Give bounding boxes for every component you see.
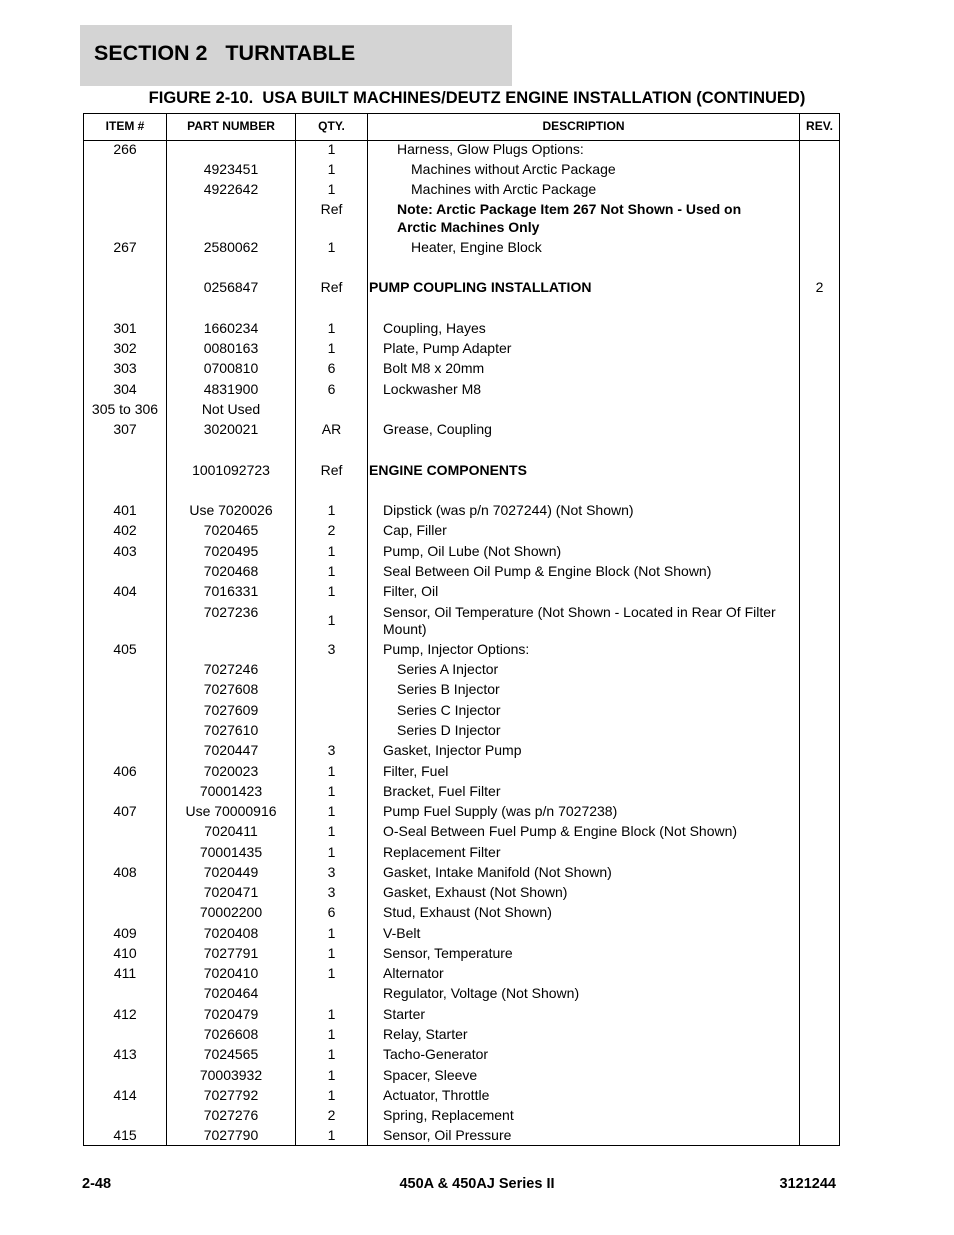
description-line: Filter, Oil	[383, 583, 439, 599]
description-line: Relay, Starter	[383, 1026, 468, 1042]
quantity: Ref	[320, 462, 343, 478]
part-number: 1001092723	[192, 462, 270, 478]
description	[369, 823, 808, 840]
description-line: Machines with Arctic Package	[411, 181, 597, 197]
part-number: 7020465	[203, 522, 259, 538]
part-number: 4922642	[203, 181, 259, 197]
part-number: 7020468	[203, 563, 259, 579]
table-row	[84, 502, 839, 520]
description	[369, 320, 808, 337]
item-number: 414	[113, 1087, 137, 1103]
quantity: 1	[327, 844, 336, 860]
part-number: 7020408	[203, 925, 259, 941]
item-number: 412	[113, 1006, 137, 1022]
part-number: 0080163	[203, 340, 259, 356]
description-line: Starter	[383, 1006, 426, 1022]
part-number: 7027791	[203, 945, 259, 961]
description	[369, 279, 794, 296]
description	[369, 884, 808, 901]
table-row	[84, 141, 839, 159]
quantity: Ref	[320, 201, 343, 217]
part-number: 7027610	[203, 722, 259, 738]
description-line: Grease, Coupling	[383, 421, 492, 437]
item-number: 406	[113, 763, 137, 779]
description	[369, 1067, 808, 1084]
description	[369, 181, 836, 198]
part-number: 7020447	[203, 742, 259, 758]
description	[369, 141, 822, 158]
table-row	[84, 965, 839, 983]
item-number: 411	[113, 965, 137, 981]
description	[369, 563, 808, 580]
description-line: Note: Arctic Package Item 267 Not Shown - Used on	[397, 201, 742, 217]
table-row	[84, 543, 839, 561]
item-number: 413	[113, 1046, 137, 1062]
description	[369, 945, 808, 962]
item-number: 302	[113, 340, 137, 356]
description	[369, 161, 836, 178]
item-number: 415	[113, 1127, 137, 1143]
description-line: V-Belt	[383, 925, 421, 941]
item-number: 402	[113, 522, 137, 538]
quantity: 1	[327, 239, 336, 255]
part-number: Use 70000916	[185, 803, 277, 819]
description	[369, 502, 808, 519]
part-number: 7027792	[203, 1087, 259, 1103]
description	[369, 201, 822, 236]
table-row	[84, 340, 839, 358]
revision: 2	[815, 279, 824, 295]
description-line: Gasket, Intake Manifold (Not Shown)	[383, 864, 612, 880]
table-row	[84, 1026, 839, 1044]
description	[369, 763, 808, 780]
table-row	[84, 522, 839, 540]
description	[369, 702, 822, 719]
quantity: 1	[327, 1127, 336, 1143]
quantity: 1	[327, 823, 336, 839]
part-number: 7027609	[203, 702, 259, 718]
part-number: 7027608	[203, 681, 259, 697]
part-number: 3020021	[203, 421, 259, 437]
description-line: Coupling, Hayes	[383, 320, 486, 336]
table-row	[84, 641, 839, 659]
table-row	[84, 279, 839, 297]
description	[369, 1006, 808, 1023]
description	[369, 604, 808, 638]
description	[369, 1046, 808, 1063]
quantity: 6	[327, 904, 336, 920]
table-row	[84, 661, 839, 679]
description-line: Heater, Engine Block	[411, 239, 542, 255]
part-number: 7027790	[203, 1127, 259, 1143]
quantity: 1	[327, 783, 336, 799]
table-row	[84, 681, 839, 699]
description-line: Replacement Filter	[383, 844, 501, 860]
description	[369, 1026, 808, 1043]
item-number: 301	[113, 320, 137, 336]
item-number: 304	[113, 381, 137, 397]
description-line: Bolt M8 x 20mm	[383, 360, 485, 376]
description-line: Pump Fuel Supply (was p/n 7027238)	[383, 803, 618, 819]
table-row	[84, 722, 839, 740]
section-title: SECTION 2 TURNTABLE	[94, 41, 356, 65]
description	[369, 1127, 808, 1144]
quantity: 1	[327, 925, 336, 941]
quantity: 3	[327, 864, 336, 880]
description-line: Sensor, Oil Temperature (Not Shown - Located in Rear Of Filter	[383, 604, 776, 620]
table-row	[84, 945, 839, 963]
item-number: 305 to 306	[91, 401, 159, 417]
part-number: 7016331	[203, 583, 259, 599]
part-number: 7020023	[203, 763, 259, 779]
table-row	[84, 1006, 839, 1024]
quantity: 1	[327, 803, 336, 819]
quantity: 1	[327, 563, 336, 579]
description	[369, 543, 808, 560]
table-row	[84, 462, 839, 480]
table-row	[84, 201, 839, 237]
quantity: 1	[327, 1087, 336, 1103]
quantity: 2	[327, 522, 336, 538]
item-number: 267	[113, 239, 137, 255]
description	[369, 783, 808, 800]
part-number: 7020479	[203, 1006, 259, 1022]
part-number: 7024565	[203, 1046, 259, 1062]
quantity: AR	[321, 421, 342, 437]
part-number: Not Used	[201, 401, 261, 417]
description-line: Lockwasher M8	[383, 381, 482, 397]
quantity: 1	[327, 340, 336, 356]
description	[369, 844, 808, 861]
part-number: 7020471	[203, 884, 259, 900]
document-number: 3121244	[779, 1176, 836, 1192]
description	[369, 583, 808, 600]
description-line: Plate, Pump Adapter	[383, 340, 512, 356]
quantity: 3	[327, 742, 336, 758]
quantity: 6	[327, 381, 336, 397]
description	[369, 239, 836, 256]
item-number: 404	[113, 583, 137, 599]
part-number: Use 7020026	[189, 502, 273, 518]
description-line: Arctic Machines Only	[397, 219, 540, 235]
table-row	[84, 884, 839, 902]
item-number: 405	[113, 641, 137, 657]
item-number: 410	[113, 945, 137, 961]
part-number: 2580062	[203, 239, 259, 255]
description-line: Stud, Exhaust (Not Shown)	[383, 904, 552, 920]
item-number: 407	[113, 803, 137, 819]
table-row	[84, 421, 839, 439]
quantity: 1	[327, 141, 336, 157]
item-number: 303	[113, 360, 137, 376]
table-row	[84, 844, 839, 862]
item-number: 409	[113, 925, 137, 941]
description-line: Seal Between Oil Pump & Engine Block (Not Shown)	[383, 563, 712, 579]
description	[369, 360, 808, 377]
description-line: Series A Injector	[397, 661, 499, 677]
description	[369, 904, 808, 921]
part-number: 7020464	[203, 985, 259, 1001]
description-line: Tacho-Generator	[383, 1046, 489, 1062]
description	[369, 522, 808, 539]
description-line: Sensor, Oil Pressure	[383, 1127, 512, 1143]
description-line: Filter, Fuel	[383, 763, 449, 779]
description	[369, 1107, 808, 1124]
page-number: 2-48	[82, 1176, 112, 1192]
description	[369, 925, 808, 942]
description-line: Gasket, Exhaust (Not Shown)	[383, 884, 568, 900]
part-number: 4831900	[203, 381, 259, 397]
table-row	[84, 563, 839, 581]
description-line: Harness, Glow Plugs Options:	[397, 141, 584, 157]
quantity: 1	[327, 965, 336, 981]
table-row	[84, 904, 839, 922]
table-row	[84, 803, 839, 821]
table-row	[84, 702, 839, 720]
description	[369, 722, 822, 739]
quantity: 1	[327, 181, 336, 197]
description-line: Spring, Replacement	[383, 1107, 514, 1123]
quantity: 2	[327, 1107, 336, 1123]
description	[369, 462, 794, 479]
description-line: Series D Injector	[397, 722, 501, 738]
item-number: 403	[113, 543, 137, 559]
description	[369, 965, 808, 982]
quantity: 1	[327, 583, 336, 599]
item-number: 266	[113, 141, 137, 157]
table-row	[84, 985, 839, 1003]
table-row	[84, 1107, 839, 1125]
description	[369, 681, 822, 698]
quantity: 1	[327, 1026, 336, 1042]
part-number: 7026608	[203, 1026, 259, 1042]
table-row	[84, 1067, 839, 1085]
table-row	[84, 360, 839, 378]
item-number: 401	[113, 502, 137, 518]
description	[369, 1087, 808, 1104]
part-number: 7020449	[203, 864, 259, 880]
description	[369, 421, 808, 438]
column-header-rev: REV.	[806, 119, 833, 133]
table-row	[84, 583, 839, 601]
part-number: 7020411	[204, 823, 258, 839]
quantity: 3	[327, 641, 336, 657]
quantity: 1	[327, 502, 336, 518]
table-row	[84, 1046, 839, 1064]
description-line: Series B Injector	[397, 681, 500, 697]
description	[369, 381, 808, 398]
item-number: 307	[113, 421, 137, 437]
part-number: 70002200	[199, 904, 263, 920]
quantity: 1	[327, 945, 336, 961]
part-number: 70001423	[199, 783, 263, 799]
quantity: 1	[327, 612, 336, 628]
description	[369, 661, 822, 678]
description-line: Regulator, Voltage (Not Shown)	[383, 985, 580, 1001]
table-row	[84, 604, 839, 640]
table-row	[84, 864, 839, 882]
table-row	[84, 381, 839, 399]
quantity: 1	[327, 1006, 336, 1022]
description	[369, 864, 808, 881]
quantity: 1	[327, 1067, 336, 1083]
description-line: Bracket, Fuel Filter	[383, 783, 501, 799]
table-row	[84, 925, 839, 943]
part-number: 7027246	[203, 661, 259, 677]
quantity: 1	[327, 543, 336, 559]
column-header-item: ITEM #	[105, 119, 145, 133]
item-number: 408	[113, 864, 137, 880]
quantity: 1	[327, 1046, 336, 1062]
part-number: 7027276	[203, 1107, 259, 1123]
description-line: Alternator	[383, 965, 444, 981]
quantity: 6	[327, 360, 336, 376]
table-row	[84, 823, 839, 841]
description-line: Actuator, Throttle	[383, 1087, 490, 1103]
description	[369, 641, 808, 658]
table-row	[84, 1087, 839, 1105]
description-line: PUMP COUPLING INSTALLATION	[369, 279, 592, 295]
table-row	[84, 320, 839, 338]
part-number: 70003932	[199, 1067, 263, 1083]
model-name: 450A & 450AJ Series II	[399, 1176, 555, 1192]
quantity: 1	[327, 763, 336, 779]
description	[369, 742, 808, 759]
part-number: 7027236	[203, 604, 259, 620]
table-row	[84, 1127, 839, 1145]
part-number: 7020495	[203, 543, 259, 559]
table-row	[84, 763, 839, 781]
part-number: 4923451	[203, 161, 259, 177]
column-header-part-number: PART NUMBER	[187, 119, 275, 133]
part-number: 7020410	[203, 965, 259, 981]
quantity: 1	[327, 320, 336, 336]
description-line: Series C Injector	[397, 702, 501, 718]
description	[369, 985, 808, 1002]
parts-table	[83, 113, 840, 1146]
description-line: Sensor, Temperature	[383, 945, 513, 961]
description-line: Dipstick (was p/n 7027244) (Not Shown)	[383, 502, 634, 518]
part-number: 0700810	[203, 360, 259, 376]
quantity: Ref	[320, 279, 343, 295]
description	[369, 340, 808, 357]
table-row	[84, 401, 839, 419]
column-header-description: DESCRIPTION	[542, 119, 625, 133]
table-row	[84, 161, 839, 179]
table-row	[84, 239, 839, 257]
figure-title: FIGURE 2-10. USA BUILT MACHINES/DEUTZ ENGINE INSTALLATION (CONTINUED)	[148, 89, 806, 107]
description-line: ENGINE COMPONENTS	[369, 462, 527, 478]
quantity: 3	[327, 884, 336, 900]
description-line: O-Seal Between Fuel Pump & Engine Block (Not Shown)	[383, 823, 738, 839]
description-line: Spacer, Sleeve	[383, 1067, 478, 1083]
description-line: Cap, Filler	[383, 522, 447, 538]
table-row	[84, 181, 839, 199]
description-line: Gasket, Injector Pump	[383, 742, 522, 758]
column-header-qty: QTY.	[318, 119, 345, 133]
description-line: Mount)	[383, 621, 427, 637]
part-number: 0256847	[203, 279, 259, 295]
table-row	[84, 783, 839, 801]
description-line: Pump, Oil Lube (Not Shown)	[383, 543, 562, 559]
table-row	[84, 742, 839, 760]
description-line: Machines without Arctic Package	[411, 161, 616, 177]
part-number: 1660234	[203, 320, 259, 336]
description-line: Pump, Injector Options:	[383, 641, 530, 657]
part-number: 70001435	[199, 844, 263, 860]
description	[369, 803, 808, 820]
quantity: 1	[327, 161, 336, 177]
